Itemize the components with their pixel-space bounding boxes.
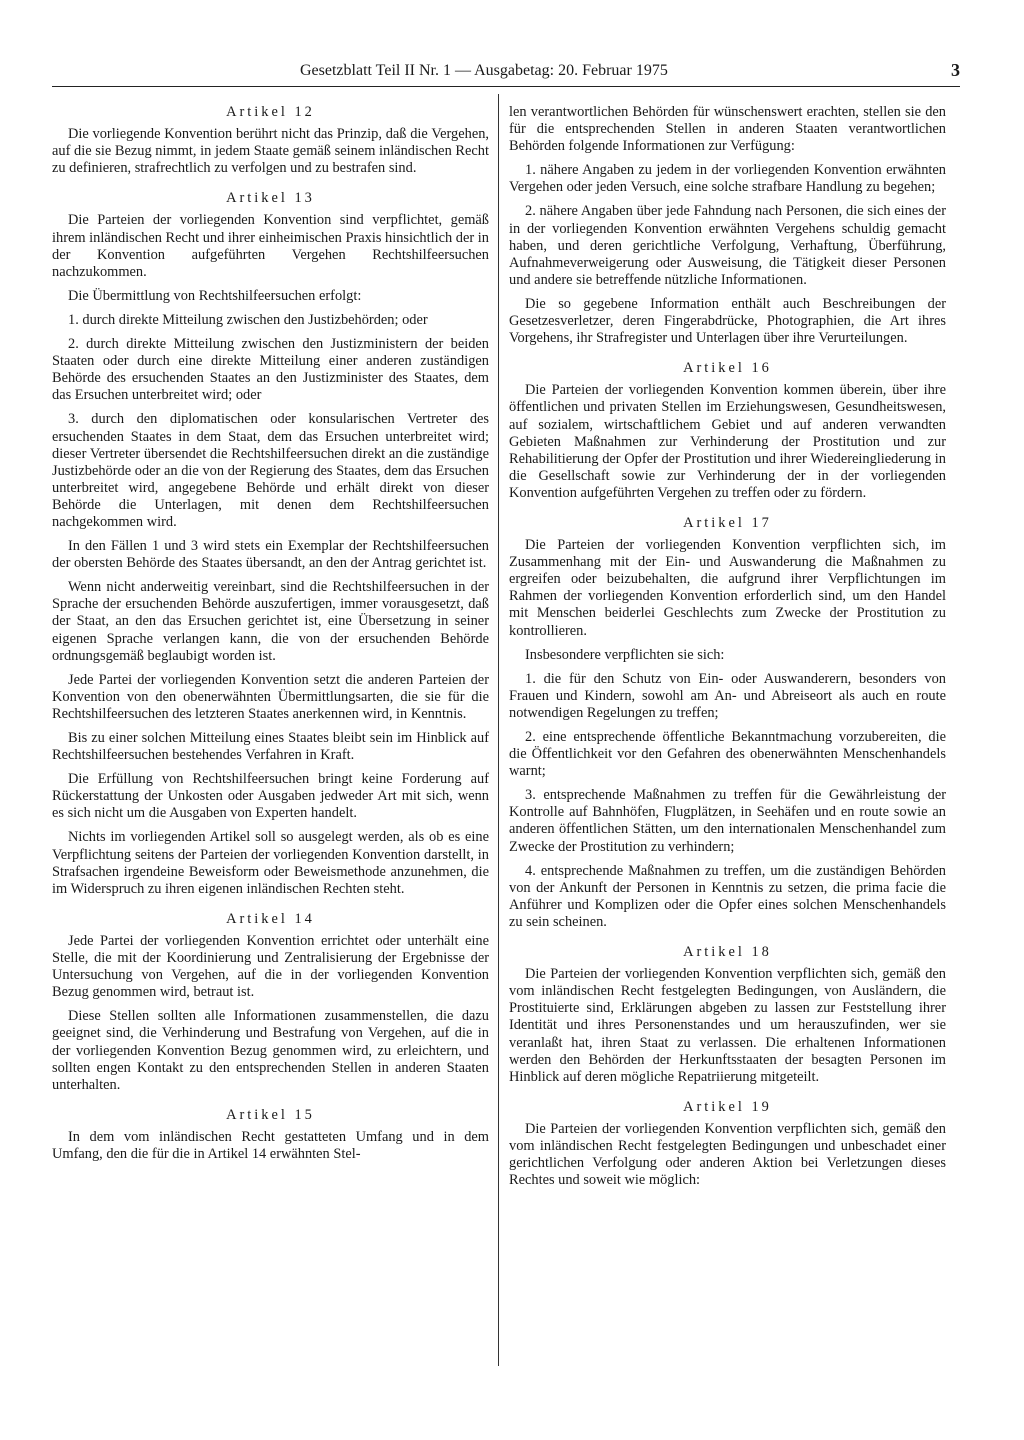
paragraph: Die Erfüllung von Rechtshilfeersuchen bringt keine Forderung auf Rückerstattung der Unkosten oder Ausgaben jedweder Art mit sich, wenn es sich nicht um die Ausgaben von Experten handelt. xyxy=(52,771,489,822)
paragraph: Die Übermittlung von Rechtshilfeersuchen erfolgt: xyxy=(68,287,362,304)
paragraph: 3. entsprechende Maßnahmen zu treffen für die Gewährleistung der Kontrolle auf Bahnhöfen, Flugplätzen, in Seehäfen und en route sowie an anderen öffentlichen Stätten, um den internationalen Menschenhandel zum Zwecke der Prostitution zu verhindern; xyxy=(509,787,946,855)
paragraph: 4. entsprechende Maßnahmen zu treffen, um die zuständigen Behörden von der Ankunft der Personen in Kenntnis zu setzen, die prima facie die Anführer und Komplizen oder die Opfer eines solchen Menschenhandels zu sein scheinen. xyxy=(509,862,946,930)
paragraph: 3. durch den diplomatischen oder konsularischen Vertreter des ersuchenden Staates in dem Staat, dem das Ersuchen unterbreitet wird; dieser Vertreter übersendet die Rechtshilfeersuchen direkt an die zuständige Justizbehörde oder an die von der Regierung des Staates, dem das Ersuchen unterbreitet wird, angegebene Behörde und erhält direkt von dieser Behörde die Unterlagen, mit denen dem Rechtshilfeersuchen nachgekommen wird. xyxy=(52,411,489,530)
article-heading: Artikel 18 xyxy=(683,944,772,961)
paragraph: Nichts im vorliegenden Artikel soll so ausgelegt werden, als ob es eine Verpflichtung seitens der Parteien der vorliegenden Konvention darstellt, in Strafsachen irgendeine Beweisform oder Beweismethode anzunehmen, die im Widerspruch zu ihren eigenen inländischen Rechten steht. xyxy=(52,829,489,897)
paragraph: 1. nähere Angaben zu jedem in der vorliegenden Konvention erwähnten Vergehen oder jeden Versuch, eine solche strafbare Handlung zu begehen; xyxy=(509,162,946,196)
paragraph: 2. nähere Angaben über jede Fahndung nach Personen, die sich eines der in der vorliegenden Konvention erwähnten Vergehens schuldig gemacht haben, und deren gerichtliche Verfolgung, Verhaftung, Überführung, Aufnahmeverweigerung oder Ausweisung, die Tätigkeit dieser Personen und andere sie betreffende nützliche Informationen. xyxy=(509,203,946,288)
page-number: 3 xyxy=(951,60,960,80)
article-heading: Artikel 14 xyxy=(226,910,315,927)
article-heading: Artikel 13 xyxy=(226,190,315,207)
header-title: Gesetzblatt Teil II Nr. 1 — Ausgabetag: 20. Februar 1975 xyxy=(300,62,668,79)
right-column xyxy=(509,104,946,1196)
paragraph: 2. durch direkte Mitteilung zwischen den Justizministern der beiden Staaten oder durch eine direkte Mitteilung einer anderen zuständigen Behörde des ersuchenden Staates an den Justizminister des Staates, dem das Ersuchen unterbreitet wird; oder xyxy=(52,336,489,404)
article-heading: Artikel 16 xyxy=(683,360,772,377)
paragraph: Jede Partei der vorliegenden Konvention errichtet oder unterhält eine Stelle, die mit der Koordinierung und Zentralisierung der Ergebnisse der Untersuchung von Vergehen, auf die in der vorliegenden Konvention Bezug genommen wird, betraut ist. xyxy=(52,932,489,1001)
article-heading: Artikel 19 xyxy=(683,1098,772,1115)
page-header xyxy=(52,60,960,87)
column-divider xyxy=(498,94,499,1366)
paragraph: Die Parteien der vorliegenden Konvention verpflichten sich, gemäß den vom inländischen Recht festgelegten Bedingungen, von Ausländern, die Prostituierte sind, Erklärungen abgeben zu lassen zur Feststellung ihrer Identität und ihres Personenstandes und um herauszufinden, wer sie veranlaßt hat, ihren Staat zu verlassen. Die erhaltenen Informationen werden den Behörden der Herkunftsstaaten der besagten Personen im Hinblick auf deren mögliche Repatriierung mitgeteilt. xyxy=(509,966,946,1085)
paragraph: Die Parteien der vorliegenden Konvention verpflichten sich, gemäß den vom inländischen Recht festgelegten Bedingungen und unbeschadet einer gerichtlichen Verfolgung oder anderen Aktion bei Verletzungen dieses Rechtes und soweit wie möglich: xyxy=(509,1120,946,1189)
paragraph: len verantwortlichen Behörden für wünschenswert erachten, stellen sie den für die entsprechenden Stellen in anderen Staaten verantwortlichen Behörden folgende Informationen zur Verfügung: xyxy=(509,104,946,155)
left-column xyxy=(52,104,489,1170)
paragraph: Wenn nicht anderweitig vereinbart, sind die Rechtshilfeersuchen in der Sprache der ersuchenden Behörde auszufertigen, immer vorausgesetzt, daß der Staat, an den das Ersuchen gerichtet ist, eine Übersetzung in seiner eigenen Sprache verlangen kann, die von der ersuchenden Behörde ordnungsgemäß beglaubigt worden ist. xyxy=(52,579,489,664)
paragraph: Diese Stellen sollten alle Informationen zusammenstellen, die dazu geeignet sind, die Verhinderung und Bestrafung von Vergehen, auf die in der vorliegenden Konvention Bezug genommen wird, zu erleichtern, und sollten engen Kontakt zu den entsprechenden Stellen in anderen Staaten unterhalten. xyxy=(52,1008,489,1093)
paragraph: Jede Partei der vorliegenden Konvention setzt die anderen Parteien der Konvention von den obenerwähnten Übermittlungsarten, die sie für die Rechtshilfeersuchen des letzteren Staates anerkennen wird, in Kenntnis. xyxy=(52,671,489,722)
paragraph: In dem vom inländischen Recht gestatteten Umfang und in dem Umfang, den die für die in Artikel 14 erwähnten Stel- xyxy=(52,1128,489,1162)
paragraph: 1. die für den Schutz von Ein- oder Auswanderern, besonders von Frauen und Kindern, sowohl am An- und Abreiseort als auch en route notwendigen Regelungen zu treffen; xyxy=(509,670,946,721)
paragraph: Die so gegebene Information enthält auch Beschreibungen der Gesetzesverletzer, deren Fingerabdrücke, Photographien, die Art ihres Vorgehens, ihr Strafregister und Unterlagen über ihre Verurteilungen. xyxy=(509,295,946,347)
paragraph: Die Parteien der vorliegenden Konvention sind verpflichtet, gemäß ihrem inländischen Recht und ihrer einheimischen Praxis hinsichtlich der in der Konvention aufgeführten Vergehen Rechtshilfeersuchen nachzukommen. xyxy=(52,212,489,280)
paragraph: Bis zu einer solchen Mitteilung eines Staates bleibt sein im Hinblick auf Rechtshilfeersuchen bestehendes Verfahren in Kraft. xyxy=(52,730,489,764)
paragraph: In den Fällen 1 und 3 wird stets ein Exemplar der Rechtshilfeersuchen der obersten Behörde des Staates übersandt, an den der Antrag gerichtet ist. xyxy=(52,538,489,572)
article-heading: Artikel 17 xyxy=(683,514,772,531)
article-heading: Artikel 15 xyxy=(226,1106,315,1123)
paragraph: Die vorliegende Konvention berührt nicht das Prinzip, daß die Vergehen, auf die sie Bezug nimmt, in jedem Staate gemäß seinem inländischen Recht zu definieren, strafrechtlich zu verfolgen und zu bestrafen sind. xyxy=(52,126,489,177)
paragraph: 1. durch direkte Mitteilung zwischen den Justizbehörden; oder xyxy=(68,311,428,328)
paragraph: 2. eine entsprechende öffentliche Bekanntmachung vorzubereiten, die die Öffentlichkeit vor den Gefahren des obenerwähnten Menschenhandels warnt; xyxy=(509,729,946,780)
article-heading: Artikel 12 xyxy=(226,104,315,120)
paragraph: Insbesondere verpflichten sie sich: xyxy=(525,646,725,663)
paragraph: Die Parteien der vorliegenden Konvention kommen überein, über ihre öffentlichen und privaten Stellen im Erziehungswesen, Gesundheitswesen, auf sozialem, wirtschaftlichem Gebiet und auf anderen verwandten Gebieten Maßnahmen zur Verhinderung der Prostitution und zur Rehabilitierung der Opfer der Prostitution und ihrer Wiedereingliederung in die Gesellschaft sowie zur Verhinderung der in der vorliegenden Konvention aufgeführten Vergehen zu treffen oder zu fördern. xyxy=(509,382,946,501)
paragraph: Die Parteien der vorliegenden Konvention verpflichten sich, im Zusammenhang mit der Ein- und Auswanderung die Maßnahmen zu ergreifen oder beizubehalten, die aufgrund ihrer Verpflichtungen im Rahmen der vorliegenden Konvention erforderlich sind, um den Handel mit Menschen beiderlei Geschlechts zum Zwecke der Prostitution zu kontrollieren. xyxy=(509,537,946,639)
